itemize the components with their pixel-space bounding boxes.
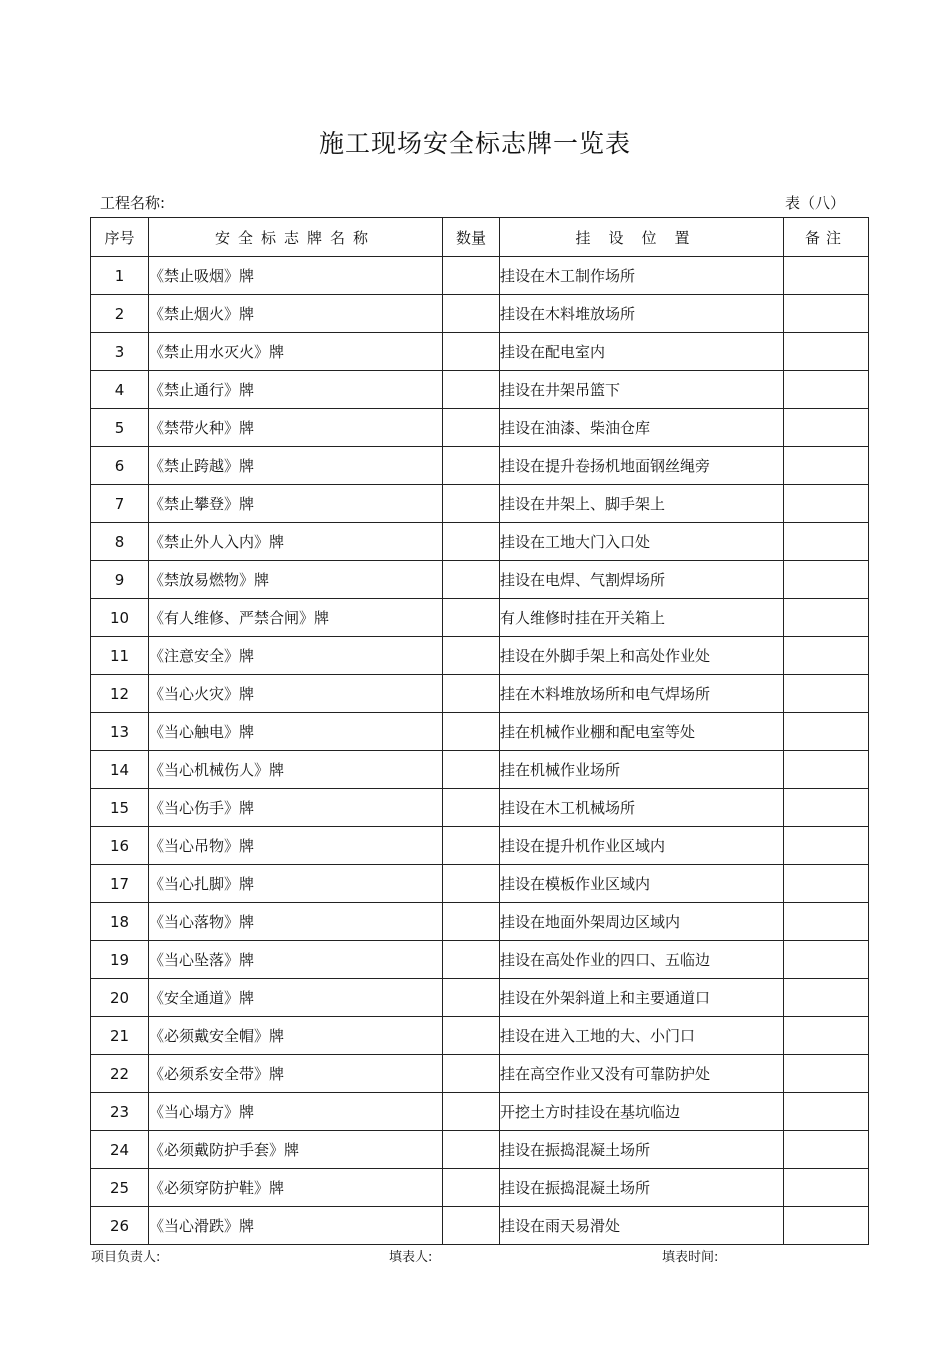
hanging-position: 挂设在进入工地的大、小门口 — [500, 1017, 784, 1055]
table-row — [91, 1169, 869, 1207]
sign-name: 《注意安全》牌 — [149, 637, 443, 675]
table-row — [91, 713, 869, 751]
quantity-cell — [443, 1207, 500, 1245]
row-index: 4 — [91, 371, 149, 409]
quantity-cell — [443, 1169, 500, 1207]
sign-name: 《禁止用水灭火》牌 — [149, 333, 443, 371]
sign-name: 《当心坠落》牌 — [149, 941, 443, 979]
remarks-cell — [784, 637, 869, 675]
remarks-cell — [784, 865, 869, 903]
hanging-position: 挂设在井架吊篮下 — [500, 371, 784, 409]
table-row — [91, 599, 869, 637]
sign-name: 《禁止跨越》牌 — [149, 447, 443, 485]
remarks-cell — [784, 447, 869, 485]
table-header-row — [91, 218, 869, 257]
row-index: 25 — [91, 1169, 149, 1207]
remarks-cell — [784, 409, 869, 447]
table-row — [91, 827, 869, 865]
row-index: 23 — [91, 1093, 149, 1131]
table-row — [91, 751, 869, 789]
row-index: 17 — [91, 865, 149, 903]
header-sign-name: 安全标志牌名称 — [149, 218, 443, 257]
table-body — [91, 257, 869, 1245]
remarks-cell — [784, 1131, 869, 1169]
sign-name: 《必须穿防护鞋》牌 — [149, 1169, 443, 1207]
table-row — [91, 865, 869, 903]
table-row — [91, 523, 869, 561]
sign-name: 《安全通道》牌 — [149, 979, 443, 1017]
remarks-cell — [784, 1017, 869, 1055]
table-row — [91, 1017, 869, 1055]
sign-name: 《当心火灾》牌 — [149, 675, 443, 713]
row-index: 6 — [91, 447, 149, 485]
quantity-cell — [443, 523, 500, 561]
hanging-position: 有人维修时挂在开关箱上 — [500, 599, 784, 637]
table-row — [91, 903, 869, 941]
header-remarks: 备注 — [784, 218, 869, 257]
sign-name: 《有人维修、严禁合闸》牌 — [149, 599, 443, 637]
quantity-cell — [443, 713, 500, 751]
quantity-cell — [443, 333, 500, 371]
hanging-position: 挂设在地面外架周边区域内 — [500, 903, 784, 941]
sign-name: 《当心伤手》牌 — [149, 789, 443, 827]
table-row — [91, 371, 869, 409]
sign-name: 《禁止攀登》牌 — [149, 485, 443, 523]
hanging-position: 挂设在提升卷扬机地面钢丝绳旁 — [500, 447, 784, 485]
remarks-cell — [784, 371, 869, 409]
row-index: 9 — [91, 561, 149, 599]
row-index: 10 — [91, 599, 149, 637]
sign-name: 《必须系安全带》牌 — [149, 1055, 443, 1093]
row-index: 7 — [91, 485, 149, 523]
row-index: 2 — [91, 295, 149, 333]
remarks-cell — [784, 751, 869, 789]
row-index: 3 — [91, 333, 149, 371]
table-row — [91, 1055, 869, 1093]
row-index: 20 — [91, 979, 149, 1017]
table-row — [91, 295, 869, 333]
hanging-position: 挂设在电焊、气割焊场所 — [500, 561, 784, 599]
header-quantity: 数量 — [443, 218, 500, 257]
hanging-position: 挂设在工地大门入口处 — [500, 523, 784, 561]
quantity-cell — [443, 1093, 500, 1131]
quantity-cell — [443, 903, 500, 941]
remarks-cell — [784, 257, 869, 295]
table-row — [91, 637, 869, 675]
row-index: 1 — [91, 257, 149, 295]
remarks-cell — [784, 523, 869, 561]
hanging-position: 挂设在雨天易滑处 — [500, 1207, 784, 1245]
row-index: 11 — [91, 637, 149, 675]
hanging-position: 挂设在模板作业区域内 — [500, 865, 784, 903]
row-index: 8 — [91, 523, 149, 561]
sign-name: 《禁放易燃物》牌 — [149, 561, 443, 599]
hanging-position: 开挖土方时挂设在基坑临边 — [500, 1093, 784, 1131]
sign-name: 《当心塌方》牌 — [149, 1093, 443, 1131]
sign-name: 《当心机械伤人》牌 — [149, 751, 443, 789]
quantity-cell — [443, 295, 500, 333]
sign-name: 《当心扎脚》牌 — [149, 865, 443, 903]
remarks-cell — [784, 295, 869, 333]
quantity-cell — [443, 941, 500, 979]
table-row — [91, 979, 869, 1017]
row-index: 19 — [91, 941, 149, 979]
quantity-cell — [443, 485, 500, 523]
remarks-cell — [784, 1207, 869, 1245]
quantity-cell — [443, 1055, 500, 1093]
meta-row — [100, 192, 845, 213]
remarks-cell — [784, 979, 869, 1017]
remarks-cell — [784, 789, 869, 827]
remarks-cell — [784, 1055, 869, 1093]
sign-name: 《当心落物》牌 — [149, 903, 443, 941]
table-row — [91, 941, 869, 979]
table-row — [91, 485, 869, 523]
row-index: 24 — [91, 1131, 149, 1169]
remarks-cell — [784, 485, 869, 523]
hanging-position: 挂设在振捣混凝土场所 — [500, 1169, 784, 1207]
quantity-cell — [443, 599, 500, 637]
row-index: 22 — [91, 1055, 149, 1093]
sign-name: 《当心触电》牌 — [149, 713, 443, 751]
sign-name: 《当心吊物》牌 — [149, 827, 443, 865]
remarks-cell — [784, 903, 869, 941]
table-row — [91, 561, 869, 599]
quantity-cell — [443, 409, 500, 447]
hanging-position: 挂在机械作业场所 — [500, 751, 784, 789]
sign-name: 《必须戴安全帽》牌 — [149, 1017, 443, 1055]
sign-name: 《禁止通行》牌 — [149, 371, 443, 409]
quantity-cell — [443, 979, 500, 1017]
sign-name: 《禁带火种》牌 — [149, 409, 443, 447]
quantity-cell — [443, 1131, 500, 1169]
fill-date-label: 填表时间: — [662, 1250, 719, 1265]
form-filler-label: 填表人: — [389, 1250, 433, 1265]
page-title: 施工现场安全标志牌一览表 — [318, 129, 631, 158]
table-row — [91, 409, 869, 447]
hanging-position: 挂设在提升机作业区域内 — [500, 827, 784, 865]
row-index: 14 — [91, 751, 149, 789]
quantity-cell — [443, 865, 500, 903]
remarks-cell — [784, 561, 869, 599]
hanging-position: 挂设在外脚手架上和高处作业处 — [500, 637, 784, 675]
hanging-position: 挂设在井架上、脚手架上 — [500, 485, 784, 523]
hanging-position: 挂设在油漆、柴油仓库 — [500, 409, 784, 447]
table-code: 表（八） — [784, 194, 845, 212]
safety-sign-table — [90, 217, 869, 1245]
table-row — [91, 675, 869, 713]
hanging-position: 挂设在振捣混凝土场所 — [500, 1131, 784, 1169]
quantity-cell — [443, 789, 500, 827]
table-row — [91, 1131, 869, 1169]
remarks-cell — [784, 713, 869, 751]
row-index: 26 — [91, 1207, 149, 1245]
quantity-cell — [443, 257, 500, 295]
quantity-cell — [443, 371, 500, 409]
row-index: 16 — [91, 827, 149, 865]
remarks-cell — [784, 675, 869, 713]
quantity-cell — [443, 447, 500, 485]
quantity-cell — [443, 675, 500, 713]
hanging-position: 挂设在木工制作场所 — [500, 257, 784, 295]
hanging-position: 挂设在外架斜道上和主要通道口 — [500, 979, 784, 1017]
sign-name: 《当心滑跌》牌 — [149, 1207, 443, 1245]
header-index: 序号 — [91, 218, 149, 257]
header-position: 挂设位置 — [500, 218, 784, 257]
remarks-cell — [784, 827, 869, 865]
hanging-position: 挂在木料堆放场所和电气焊场所 — [500, 675, 784, 713]
sign-name: 《禁止吸烟》牌 — [149, 257, 443, 295]
project-name-label: 工程名称: — [100, 194, 166, 212]
quantity-cell — [443, 561, 500, 599]
row-index: 12 — [91, 675, 149, 713]
quantity-cell — [443, 637, 500, 675]
hanging-position: 挂设在配电室内 — [500, 333, 784, 371]
table-row — [91, 789, 869, 827]
remarks-cell — [784, 941, 869, 979]
hanging-position: 挂在机械作业棚和配电室等处 — [500, 713, 784, 751]
row-index: 5 — [91, 409, 149, 447]
project-manager-label: 项目负责人: — [91, 1250, 161, 1265]
quantity-cell — [443, 827, 500, 865]
table-row — [91, 1207, 869, 1245]
remarks-cell — [784, 333, 869, 371]
remarks-cell — [784, 599, 869, 637]
hanging-position: 挂设在木料堆放场所 — [500, 295, 784, 333]
remarks-cell — [784, 1093, 869, 1131]
row-index: 13 — [91, 713, 149, 751]
hanging-position: 挂在高空作业又没有可靠防护处 — [500, 1055, 784, 1093]
sign-name: 《禁止烟火》牌 — [149, 295, 443, 333]
table-row — [91, 257, 869, 295]
sign-name: 《必须戴防护手套》牌 — [149, 1131, 443, 1169]
row-index: 15 — [91, 789, 149, 827]
row-index: 18 — [91, 903, 149, 941]
hanging-position: 挂设在木工机械场所 — [500, 789, 784, 827]
remarks-cell — [784, 1169, 869, 1207]
quantity-cell — [443, 1017, 500, 1055]
sign-name: 《禁止外人入内》牌 — [149, 523, 443, 561]
table-row — [91, 333, 869, 371]
row-index: 21 — [91, 1017, 149, 1055]
table-row — [91, 447, 869, 485]
quantity-cell — [443, 751, 500, 789]
table-row — [91, 1093, 869, 1131]
hanging-position: 挂设在高处作业的四口、五临边 — [500, 941, 784, 979]
